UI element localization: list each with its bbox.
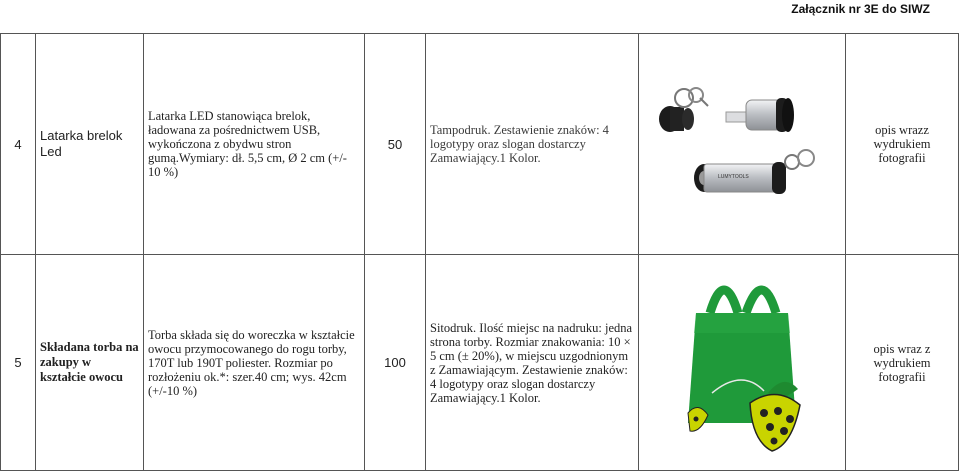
- product-quantity: 100: [365, 255, 426, 471]
- product-name: Składana torba na zakupy w kształcie owocu: [36, 255, 144, 471]
- product-description: Torba składa się do woreczka w kształcie owocu przymocowanego do rogu torby, 170T lub 190T poliester. Rozmiar po rozłożeniu ok.*: szer.40 cm; wys. 42cm (+/-10 %): [144, 255, 365, 471]
- product-description: Latarka LED stanowiąca brelok, ładowana za pośrednictwem USB, wykończona z obydwu stron gumą.Wymiary: dł. 5,5 cm, Ø 2 cm (+/- 10 %): [144, 34, 365, 255]
- marking-info: Tampodruk. Zestawienie znaków: 4 logotypy oraz slogan dostarczy Zamawiający.1 Kolor.: [426, 34, 639, 255]
- table-row: [1, 255, 959, 471]
- photo-note: opis wrazz wydrukiem fotografii: [846, 34, 959, 255]
- flashlight-brand-text: LUMYTOOLS: [718, 174, 749, 180]
- product-photo: [639, 34, 846, 255]
- photo-note: opis wraz z wydrukiem fotografii: [846, 255, 959, 471]
- row-number: 5: [1, 255, 36, 471]
- usb-led-keychain-flashlight-photo: [642, 74, 842, 214]
- product-photo: [639, 255, 846, 471]
- row-number: 4: [1, 34, 36, 255]
- product-name: Latarka brelok Led: [36, 34, 144, 255]
- product-quantity: 50: [365, 34, 426, 255]
- green-foldable-shopping-bag-photo: [672, 273, 812, 453]
- marking-info: Sitodruk. Ilość miejsc na nadruku: jedna strona torby. Rozmiar znakowania: 10 × 5 cm (± 20%), w miejscu uzgodnionym z Zamawiającym. Zestawienie znaków: 4 logotypy oraz slogan dostarczy Zamawiający.1 Kolor.: [426, 255, 639, 471]
- table-row: [1, 34, 959, 255]
- specification-table: [0, 33, 959, 471]
- attachment-header: Załącznik nr 3E do SIWZ: [791, 2, 930, 16]
